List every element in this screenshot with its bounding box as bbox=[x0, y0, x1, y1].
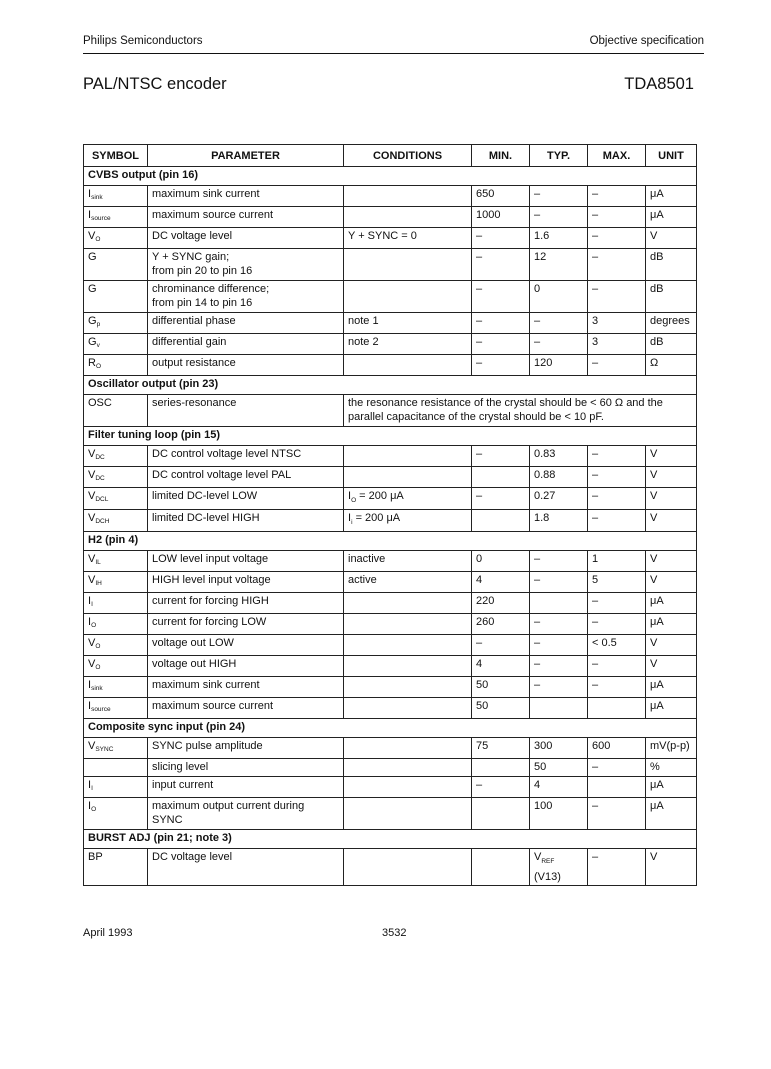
cell-typ: – bbox=[530, 677, 588, 698]
cell-typ bbox=[530, 698, 588, 719]
cell-max: – bbox=[588, 281, 646, 313]
section-row bbox=[84, 167, 697, 186]
cell-symbol: $V_O$ bbox=[84, 656, 148, 677]
cell-unit: V bbox=[646, 488, 697, 510]
cell-unit: μA bbox=[646, 798, 697, 830]
cell-conditions bbox=[344, 698, 472, 719]
cell-unit: V bbox=[646, 849, 697, 885]
cell-min bbox=[472, 849, 530, 885]
table-row bbox=[84, 572, 697, 593]
cell-unit: μA bbox=[646, 614, 697, 635]
col-conditions: CONDITIONS bbox=[344, 145, 472, 167]
cell-parameter: current for forcing HIGH bbox=[148, 593, 344, 614]
cell-typ: 0.88 bbox=[530, 467, 588, 488]
cell-min: 50 bbox=[472, 698, 530, 719]
table-row bbox=[84, 593, 697, 614]
cell-symbol: $I_O$ bbox=[84, 798, 148, 830]
cell-parameter: differential gain bbox=[148, 334, 344, 355]
cell-min: 260 bbox=[472, 614, 530, 635]
cell-unit: V bbox=[646, 572, 697, 593]
table-row bbox=[84, 635, 697, 656]
cell-conditions bbox=[344, 777, 472, 798]
cell-unit: % bbox=[646, 759, 697, 777]
table-body bbox=[84, 167, 697, 886]
cell-symbol: $I_{sink}$ bbox=[84, 677, 148, 698]
table-row bbox=[84, 698, 697, 719]
cell-symbol: $I_O$ bbox=[84, 614, 148, 635]
col-typ: TYP. bbox=[530, 145, 588, 167]
cell-symbol: $V_{DC}$ bbox=[84, 446, 148, 467]
cell-max: – bbox=[588, 207, 646, 228]
cell-parameter: DC voltage level bbox=[148, 228, 344, 249]
header-rule bbox=[83, 53, 704, 54]
cell-conditions bbox=[344, 635, 472, 656]
cell-parameter: voltage out HIGH bbox=[148, 656, 344, 677]
cell-conditions bbox=[344, 249, 472, 281]
table-row bbox=[84, 614, 697, 635]
cell-min: – bbox=[472, 355, 530, 376]
cell-max bbox=[588, 698, 646, 719]
cell-parameter: differential phase bbox=[148, 313, 344, 334]
cell-unit: dB bbox=[646, 334, 697, 355]
table-row bbox=[84, 355, 697, 376]
cell-parameter: SYNC pulse amplitude bbox=[148, 738, 344, 759]
cell-typ: 50 bbox=[530, 759, 588, 777]
cell-symbol: G bbox=[84, 281, 148, 313]
table-row bbox=[84, 798, 697, 830]
cell-conditions: inactive bbox=[344, 551, 472, 572]
cell-conditions bbox=[344, 738, 472, 759]
col-parameter: PARAMETER bbox=[148, 145, 344, 167]
cell-max: – bbox=[588, 798, 646, 830]
section-row bbox=[84, 532, 697, 551]
section-title: BURST ADJ (pin 21; note 3) bbox=[84, 830, 697, 849]
cell-conditions: note 1 bbox=[344, 313, 472, 334]
cell-conditions bbox=[344, 281, 472, 313]
cell-min: – bbox=[472, 635, 530, 656]
table-row bbox=[84, 395, 697, 427]
cell-typ: 120 bbox=[530, 355, 588, 376]
cell-unit: dB bbox=[646, 249, 697, 281]
part-number: TDA8501 bbox=[624, 75, 694, 93]
cell-unit: V bbox=[646, 551, 697, 572]
section-title: H2 (pin 4) bbox=[84, 532, 697, 551]
cell-conditions bbox=[344, 355, 472, 376]
cell-typ: – bbox=[530, 334, 588, 355]
cell-unit: dB bbox=[646, 281, 697, 313]
cell-typ: 4 bbox=[530, 777, 588, 798]
cell-unit: V bbox=[646, 656, 697, 677]
company-name: Philips Semiconductors bbox=[83, 35, 203, 47]
section-row bbox=[84, 427, 697, 446]
col-symbol: SYMBOL bbox=[84, 145, 148, 167]
cell-typ: 100 bbox=[530, 798, 588, 830]
cell-min: 0 bbox=[472, 551, 530, 572]
cell-parameter: DC control voltage level PAL bbox=[148, 467, 344, 488]
cell-parameter: current for forcing LOW bbox=[148, 614, 344, 635]
cell-conditions bbox=[344, 446, 472, 467]
cell-conditions: Y + SYNC = 0 bbox=[344, 228, 472, 249]
cell-max: – bbox=[588, 849, 646, 885]
cell-symbol: $V_{IL}$ bbox=[84, 551, 148, 572]
characteristics-table bbox=[83, 144, 697, 886]
cell-unit: V bbox=[646, 228, 697, 249]
col-max: MAX. bbox=[588, 145, 646, 167]
table-row bbox=[84, 446, 697, 467]
cell-min: 220 bbox=[472, 593, 530, 614]
cell-typ: – bbox=[530, 186, 588, 207]
cell-symbol: $V_O$ bbox=[84, 228, 148, 249]
cell-parameter: limited DC-level HIGH bbox=[148, 510, 344, 532]
cell-symbol: OSC bbox=[84, 395, 148, 427]
cell-max: 1 bbox=[588, 551, 646, 572]
cell-conditions bbox=[344, 656, 472, 677]
col-min: MIN. bbox=[472, 145, 530, 167]
cell-parameter: input current bbox=[148, 777, 344, 798]
cell-symbol: $V_{IH}$ bbox=[84, 572, 148, 593]
cell-parameter: DC control voltage level NTSC bbox=[148, 446, 344, 467]
table-row bbox=[84, 777, 697, 798]
cell-min bbox=[472, 759, 530, 777]
cell-typ: – bbox=[530, 207, 588, 228]
cell-min: – bbox=[472, 313, 530, 334]
cell-parameter: maximum source current bbox=[148, 207, 344, 228]
cell-min: – bbox=[472, 281, 530, 313]
cell-max: – bbox=[588, 614, 646, 635]
cell-max: – bbox=[588, 186, 646, 207]
cell-symbol: G bbox=[84, 249, 148, 281]
section-title: CVBS output (pin 16) bbox=[84, 167, 697, 186]
cell-max: – bbox=[588, 228, 646, 249]
cell-unit: V bbox=[646, 446, 697, 467]
cell-min: – bbox=[472, 228, 530, 249]
cell-max: 600 bbox=[588, 738, 646, 759]
cell-max: – bbox=[588, 656, 646, 677]
cell-typ: 300 bbox=[530, 738, 588, 759]
cell-unit: μA bbox=[646, 677, 697, 698]
cell-conditions: $I_i = 200$ μA bbox=[344, 510, 472, 532]
cell-conditions: active bbox=[344, 572, 472, 593]
cell-conditions bbox=[344, 849, 472, 885]
cell-max: – bbox=[588, 677, 646, 698]
cell-max: – bbox=[588, 593, 646, 614]
cell-symbol: $V_{DC}$ bbox=[84, 467, 148, 488]
cell-conditions bbox=[344, 798, 472, 830]
table-row bbox=[84, 249, 697, 281]
cell-parameter: Y + SYNC gain; from pin 20 to pin 16 bbox=[148, 249, 344, 281]
section-title: Composite sync input (pin 24) bbox=[84, 719, 697, 738]
cell-typ: – bbox=[530, 551, 588, 572]
document-status: Objective specification bbox=[589, 35, 704, 47]
cell-parameter: voltage out LOW bbox=[148, 635, 344, 656]
cell-min: – bbox=[472, 777, 530, 798]
cell-min: 75 bbox=[472, 738, 530, 759]
table-row bbox=[84, 677, 697, 698]
cell-note: the resonance resistance of the crystal should be < 60 Ω and the parallel capacitance of the crystal should be < 10 pF. bbox=[344, 395, 697, 427]
cell-parameter: output resistance bbox=[148, 355, 344, 376]
cell-unit: V bbox=[646, 467, 697, 488]
cell-unit: mV(p-p) bbox=[646, 738, 697, 759]
table-row bbox=[84, 467, 697, 488]
cell-parameter: maximum sink current bbox=[148, 186, 344, 207]
cell-typ: – bbox=[530, 656, 588, 677]
table-row bbox=[84, 551, 697, 572]
cell-unit: μA bbox=[646, 593, 697, 614]
cell-min: 650 bbox=[472, 186, 530, 207]
cell-max: 3 bbox=[588, 334, 646, 355]
cell-symbol: $V_{DCL}$ bbox=[84, 488, 148, 510]
cell-conditions bbox=[344, 677, 472, 698]
cell-max: 3 bbox=[588, 313, 646, 334]
table-row bbox=[84, 334, 697, 355]
cell-conditions bbox=[344, 207, 472, 228]
table-row bbox=[84, 186, 697, 207]
table-row bbox=[84, 313, 697, 334]
cell-symbol: $R_O$ bbox=[84, 355, 148, 376]
cell-max: – bbox=[588, 249, 646, 281]
cell-typ: 1.8 bbox=[530, 510, 588, 532]
table-row bbox=[84, 849, 697, 885]
page-number: 3532 bbox=[382, 927, 407, 939]
cell-max: 5 bbox=[588, 572, 646, 593]
cell-min bbox=[472, 798, 530, 830]
cell-unit: V bbox=[646, 510, 697, 532]
cell-max: – bbox=[588, 467, 646, 488]
cell-max: – bbox=[588, 355, 646, 376]
cell-typ: – bbox=[530, 313, 588, 334]
section-row bbox=[84, 376, 697, 395]
cell-parameter: maximum source current bbox=[148, 698, 344, 719]
cell-unit: μA bbox=[646, 207, 697, 228]
cell-parameter: limited DC-level LOW bbox=[148, 488, 344, 510]
footer-date: April 1993 bbox=[83, 927, 133, 939]
cell-conditions: note 2 bbox=[344, 334, 472, 355]
cell-symbol: $I_{source}$ bbox=[84, 207, 148, 228]
cell-min: 1000 bbox=[472, 207, 530, 228]
cell-conditions bbox=[344, 614, 472, 635]
cell-min bbox=[472, 510, 530, 532]
cell-min: 50 bbox=[472, 677, 530, 698]
cell-typ: – bbox=[530, 635, 588, 656]
cell-min: – bbox=[472, 488, 530, 510]
cell-conditions bbox=[344, 759, 472, 777]
cell-parameter: DC voltage level bbox=[148, 849, 344, 885]
cell-typ: $V_{REF}$ (V13) bbox=[530, 849, 588, 885]
cell-symbol: $I_{source}$ bbox=[84, 698, 148, 719]
cell-max: – bbox=[588, 510, 646, 532]
table-row bbox=[84, 759, 697, 777]
section-title: Oscillator output (pin 23) bbox=[84, 376, 697, 395]
cell-unit: Ω bbox=[646, 355, 697, 376]
table-row bbox=[84, 281, 697, 313]
cell-conditions: $I_O = 200$ μA bbox=[344, 488, 472, 510]
cell-max: – bbox=[588, 759, 646, 777]
cell-parameter: chrominance difference; from pin 14 to pin 16 bbox=[148, 281, 344, 313]
cell-symbol: $I_{sink}$ bbox=[84, 186, 148, 207]
cell-symbol: $V_O$ bbox=[84, 635, 148, 656]
section-row bbox=[84, 830, 697, 849]
cell-parameter: series-resonance bbox=[148, 395, 344, 427]
cell-conditions bbox=[344, 186, 472, 207]
col-unit: UNIT bbox=[646, 145, 697, 167]
cell-max bbox=[588, 777, 646, 798]
cell-typ: 0.83 bbox=[530, 446, 588, 467]
cell-min: – bbox=[472, 249, 530, 281]
cell-unit: V bbox=[646, 635, 697, 656]
cell-symbol: BP bbox=[84, 849, 148, 885]
cell-unit: degrees bbox=[646, 313, 697, 334]
cell-symbol: $G_p$ bbox=[84, 313, 148, 334]
cell-max: – bbox=[588, 446, 646, 467]
cell-max: – bbox=[588, 488, 646, 510]
table-row bbox=[84, 207, 697, 228]
cell-symbol: $I_I$ bbox=[84, 593, 148, 614]
cell-min bbox=[472, 467, 530, 488]
cell-typ: 0.27 bbox=[530, 488, 588, 510]
cell-max: < 0.5 bbox=[588, 635, 646, 656]
cell-parameter: LOW level input voltage bbox=[148, 551, 344, 572]
section-row bbox=[84, 719, 697, 738]
cell-unit: μA bbox=[646, 777, 697, 798]
table-row bbox=[84, 510, 697, 532]
cell-typ: 12 bbox=[530, 249, 588, 281]
cell-min: 4 bbox=[472, 656, 530, 677]
cell-parameter: maximum output current during SYNC bbox=[148, 798, 344, 830]
table-row bbox=[84, 656, 697, 677]
cell-parameter: maximum sink current bbox=[148, 677, 344, 698]
cell-conditions bbox=[344, 593, 472, 614]
cell-parameter: slicing level bbox=[148, 759, 344, 777]
cell-typ: 1.6 bbox=[530, 228, 588, 249]
cell-min: 4 bbox=[472, 572, 530, 593]
section-title: Filter tuning loop (pin 15) bbox=[84, 427, 697, 446]
table-row bbox=[84, 488, 697, 510]
table-row bbox=[84, 738, 697, 759]
cell-unit: μA bbox=[646, 698, 697, 719]
cell-typ bbox=[530, 593, 588, 614]
cell-parameter: HIGH level input voltage bbox=[148, 572, 344, 593]
document-title: PAL/NTSC encoder bbox=[83, 75, 227, 93]
cell-conditions bbox=[344, 467, 472, 488]
cell-min: – bbox=[472, 446, 530, 467]
cell-symbol: $V_{SYNC}$ bbox=[84, 738, 148, 759]
cell-typ: – bbox=[530, 614, 588, 635]
table-header-row bbox=[84, 145, 697, 167]
cell-min: – bbox=[472, 334, 530, 355]
table-row bbox=[84, 228, 697, 249]
cell-symbol: $V_{DCH}$ bbox=[84, 510, 148, 532]
cell-symbol: $I_I$ bbox=[84, 777, 148, 798]
cell-typ: 0 bbox=[530, 281, 588, 313]
cell-typ: – bbox=[530, 572, 588, 593]
cell-symbol: $G_v$ bbox=[84, 334, 148, 355]
cell-unit: μA bbox=[646, 186, 697, 207]
cell-symbol bbox=[84, 759, 148, 777]
